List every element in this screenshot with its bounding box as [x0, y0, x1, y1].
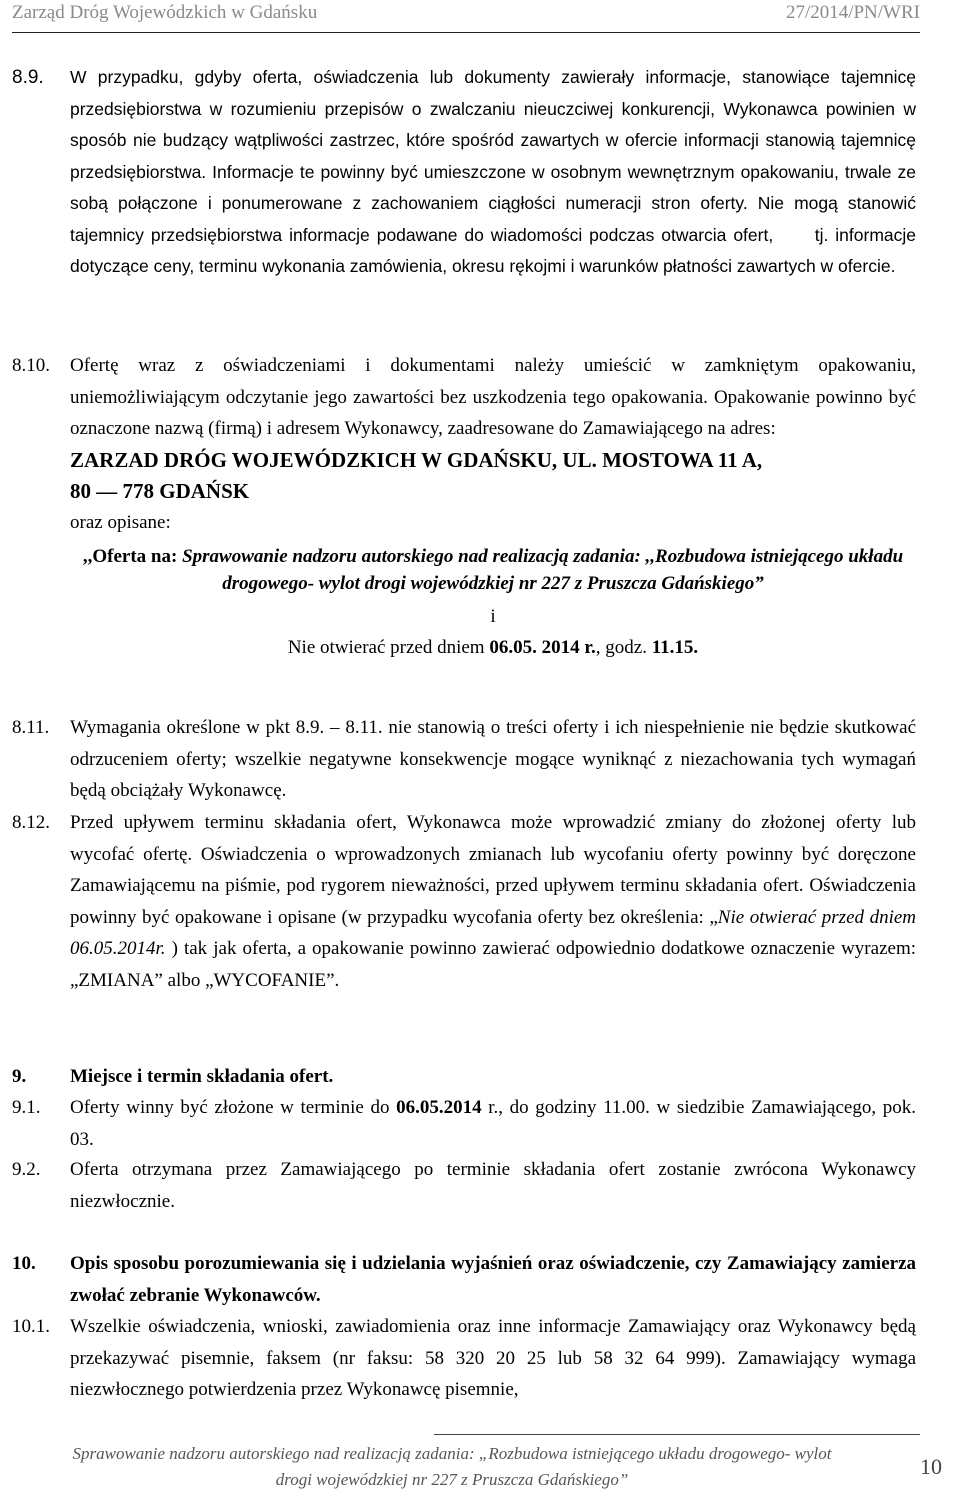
section-number: 9.1. [12, 1097, 41, 1118]
page-number: 10 [920, 1454, 942, 1479]
page-header [12, 2, 920, 32]
section-text [70, 350, 916, 663]
section-paragraph: Ofertę wraz z oświadczeniami i dokumentami należy umieścić w zamkniętym opakowaniu, uniemożliwiającym odczytanie jego zawartości bez uszkodzenia tego opakowania. Opakowanie powinno być oznaczone nazwą (firmą) i adresem Wykonawcy, zaadresowane do Zamawiającego na adres: [70, 355, 916, 439]
section-number: 9.2. [12, 1159, 41, 1180]
section-text [70, 807, 916, 996]
offer-title: Sprawowanie nadzoru autorskiego nad realizacją zadania: ,,Rozbudowa istniejącego układu drogowego- wylot drogi wojewódzkiej nr 227 z Pruszcza Gdańskiego” [182, 546, 904, 594]
section-text-italic: Nie otwierać przed dniem 06.05.2014r. [70, 906, 916, 959]
section-number: 8.10. [12, 355, 50, 376]
page-footer [12, 1441, 892, 1493]
do-not-open-time: 11.15. [651, 637, 699, 658]
do-not-open-mid: , godz. [595, 637, 652, 658]
do-not-open-text: Nie otwierać przed dniem [287, 637, 490, 658]
deadline-date: 06.05.2014 [396, 1097, 482, 1118]
section-text: Wszelkie oświadczenia, wnioski, zawiadomienia oraz inne informacje Zamawiający oraz Wykonawcy będą przekazywać pisemnie, faksem (nr faksu: 58 320 20 25 lub 58 32 64 999). Zamawiający wymaga niezwłocznego potwierdzenia przez Wykonawcę pisemnie, [70, 1316, 916, 1400]
do-not-open-date: 06.05. 2014 r. [489, 637, 596, 658]
section-number: 8.9. [12, 67, 44, 88]
header-reference-number: 27/2014/PN/WRI [785, 2, 920, 23]
section-number: 8.12. [12, 812, 50, 833]
section-title: Miejsce i termin składania ofert. [70, 1066, 334, 1087]
footer-divider [434, 1434, 920, 1435]
section-text: Wymagania określone w pkt 8.9. – 8.11. nie stanowią o treści oferty i ich niespełnienie nie będzie skutkować odrzuceniem oferty; wszelkie negatywne konsekwencje mogące wyniknąć z niezachowania tych wymagań będą obciążały Wykonawcę. [70, 717, 916, 801]
section-number: 8.11. [12, 717, 50, 738]
and-connector: i [490, 606, 496, 627]
section-number: 10. [12, 1253, 36, 1274]
section-text-part: Oferty winny być złożone w terminie do [70, 1097, 397, 1118]
described-label: oraz opisane: [70, 511, 171, 533]
delivery-address-line2: 80 — 778 GDAŃSK [70, 478, 250, 503]
section-title: Opis sposobu porozumiewania się i udzielania wyjaśnień oraz oświadczenie, czy Zamawiający zamierza zwołać zebranie Wykonawców. [70, 1253, 916, 1306]
section-text-part: r., do godziny 11.00. w siedzibie Zamawiającego, pok. 03. [70, 1097, 916, 1150]
header-organization: Zarząd Dróg Wojewódzkich w Gdańsku [12, 2, 318, 23]
section-number: 10.1. [12, 1316, 50, 1337]
section-text: W przypadku, gdyby oferta, oświadczenia lub dokumenty zawierały informacje, stanowiące tajemnicę przedsiębiorstwa w rozumieniu przepisów o zwalczaniu nieuczciwej konkurencji, Wykonawca powinien w sposób nie budzący wątpliwości zastrzec, które spośród zawartych w ofercie informacji stanowią tajemnicę przedsiębiorstwa. Informacje te powinny być umieszczone w osobnym wewnętrznym opakowaniu, trwale ze sobą połączone i ponumerowane z zachowaniem ciągłości numeracji stron oferty. Nie mogą stanowić tajemnicy przedsiębiorstwa informacje podawane do wiadomości podczas otwarcia ofert, tj. informacje dotyczące ceny, terminu wykonania zamówienia, okresu rękojmi i warunków płatności zawartych w ofercie. [70, 67, 916, 276]
footer-line1: Sprawowanie nadzoru autorskiego nad realizacją zadania: „Rozbudowa istniejącego układu drogowego- wylot [72, 1444, 832, 1463]
section-text [70, 1092, 916, 1155]
delivery-address-line1: ZARZAD DRÓG WOJEWÓDZKICH W GDAŃSKU, UL. MOSTOWA 11 A, [70, 447, 763, 472]
footer-line2: drogi wojewódzkiej nr 227 z Pruszcza Gdańskiego” [275, 1470, 629, 1489]
envelope-label [70, 543, 916, 597]
header-divider [12, 32, 920, 33]
section-number: 9. [12, 1066, 27, 1087]
do-not-open-note [70, 632, 916, 663]
section-text-part: Przed upływem terminu składania ofert, Wykonawca może wprowadzić zmiany do złożonej oferty lub wycofać ofertę. Oświadczenia o wprowadzonych zmianach lub wycofaniu oferty powinny być doręczone Zamawiającemu na piśmie, pod rygorem nieważności, przed upływem terminu składania ofert. Oświadczenia powinny być opakowane i opisane (w przypadku wycofania oferty bez określenia: „ [70, 812, 916, 928]
section-text: Oferta otrzymana przez Zamawiającego po terminie składania ofert zostanie zwrócona Wykonawcy niezwłocznie. [70, 1159, 916, 1212]
offer-prefix: ,,Oferta na: [82, 546, 183, 567]
section-text-part: ) tak jak oferta, a opakowanie powinno zawierać odpowiednio dodatkowe oznaczenie wyrazem: „ZMIANA” albo „WYCOFANIE”. [70, 938, 916, 991]
